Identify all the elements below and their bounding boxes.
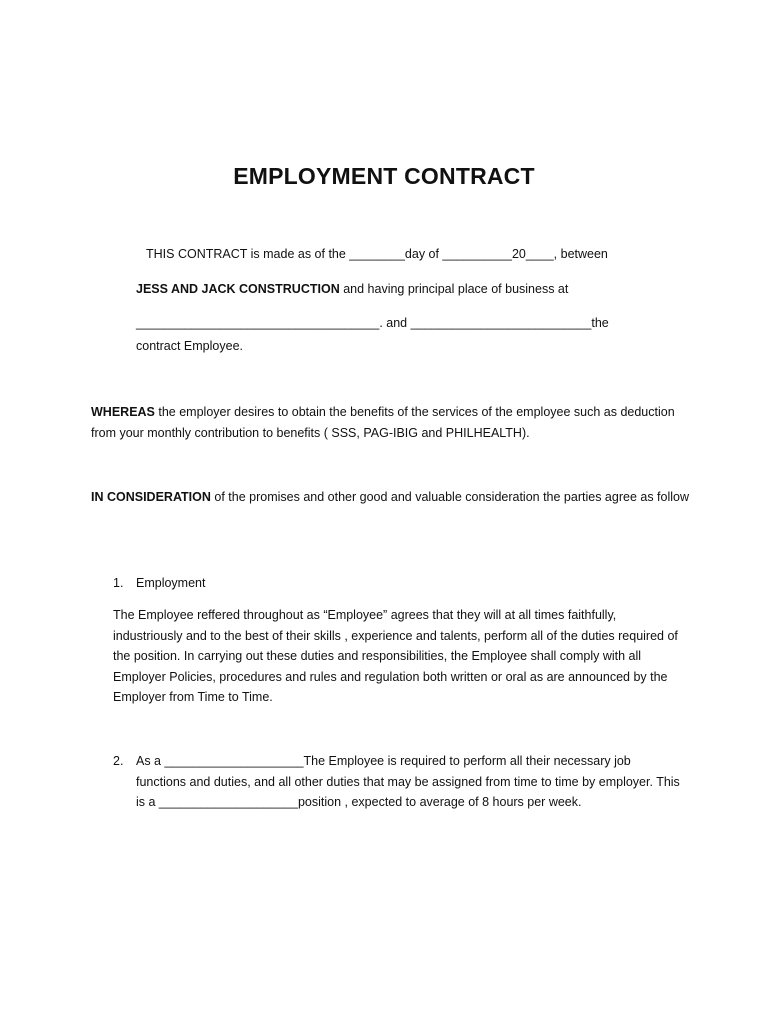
company-name: JESS AND JACK CONSTRUCTION — [136, 282, 340, 296]
intro-line-2 — [136, 279, 568, 300]
whereas-text: the employer desires to obtain the benefits of the services of the employee such as deduction from your monthly contribution to benefits ( SSS, PAG-IBIG and PHILHEALTH). — [91, 405, 675, 440]
consideration-clause — [91, 487, 691, 508]
section-2-body: As a ____________________The Employee is required to perform all their necessary job functions and duties, and all other duties that may be assigned from time to time by employer. This is a ____________________position , expected to average of 8 hours per week. — [136, 754, 680, 809]
whereas-lead: WHEREAS — [91, 405, 155, 419]
section-1-body: The Employee reffered throughout as “Employee” agrees that they will at all times faithfully, industriously and to the best of their skills , experience and talents, perform all of the duties required of the position. In carrying out these duties and responsibilities, the Employee shall comply with all Employer Policies, procedures and rules and regulation both written or oral as are announced by the Employer from Time to Time. — [113, 608, 678, 704]
whereas-clause — [91, 402, 691, 443]
intro-line-3: ___________________________________. and __________________________the — [136, 316, 609, 330]
intro-line-1: THIS CONTRACT is made as of the ________day of __________20____, between — [146, 247, 608, 261]
intro-line-2-rest: and having principal place of business at — [339, 282, 569, 296]
consideration-lead: IN CONSIDERATION — [91, 490, 211, 504]
consideration-text: of the promises and other good and valuable consideration the parties agree as follow — [210, 490, 690, 504]
section-1-heading: Employment — [136, 576, 206, 590]
intro-line-4: contract Employee. — [136, 339, 243, 353]
section-2-number: 2. — [113, 754, 124, 768]
section-1-number: 1. — [113, 576, 124, 590]
document-title: EMPLOYMENT CONTRACT — [233, 163, 535, 189]
